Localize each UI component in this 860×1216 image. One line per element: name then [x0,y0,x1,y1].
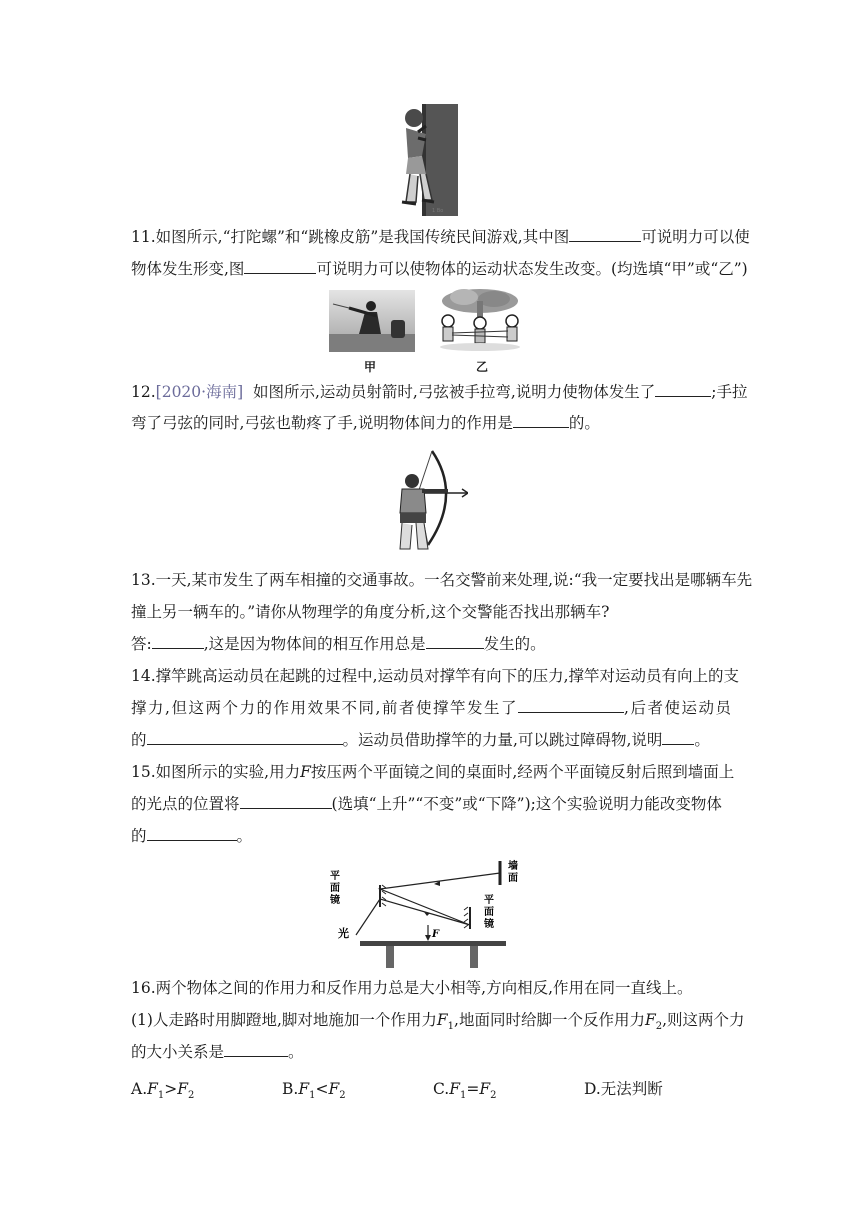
q11-text-1b: 可说明力可以使 [641,228,750,246]
option-c-f2: F [479,1080,491,1098]
q15-text-3b: 。 [236,827,253,845]
q16-line-1 [131,977,731,999]
q12-text-1a: 如图所示,运动员射箭时,弓弦被手拉弯,说明力使物体发生了 [252,383,656,401]
option-c-prefix: C. [433,1080,450,1098]
q16-text-3b: 。 [288,1043,304,1061]
q12-line-1 [131,381,748,403]
q16-option-a [131,1078,194,1107]
q14-text-3c: 。 [694,731,710,749]
q15-text-2b: (选填“上升”“不变”或“下降”);这个实验说明力能改变物体 [331,795,722,813]
q11-text-1a: 11.如图所示,“打陀螺”和“跳橡皮筋”是我国传统民间游戏,其中图 [131,228,570,246]
figure-archer [396,445,468,551]
option-c-f1: F [449,1080,460,1098]
option-b-prefix: B. [282,1080,299,1098]
q12-blank-2 [513,412,569,428]
q16-text-1: 16.两个物体之间的作用力和反作用力总是大小相等,方向相反,作用在同一直线上。 [131,979,693,997]
q12-text-2b: 的。 [568,414,600,432]
q12-blank-1 [655,381,711,397]
q16-f2-sub: 2 [655,1021,663,1033]
q13-line-2 [131,601,731,623]
option-d-text: D.无法判断 [584,1080,663,1098]
force-f-label: F [432,929,440,940]
q16-option-c [433,1078,497,1107]
option-a-sub1: 1 [157,1090,165,1102]
mirror-right-label-2: 面 [484,907,494,918]
option-a-f2: F [177,1080,189,1098]
q14-text-3a: 的 [131,731,147,749]
option-c-sub2: 2 [490,1090,497,1102]
q11-blank-1 [569,226,641,242]
q14-blank-1 [518,697,624,713]
q15-text-3a: 的 [131,827,147,845]
q14-text-2b: ,后者使运动员 [624,699,731,717]
q16-text-2b: ,地面同时给脚一个反作用力 [454,1011,645,1029]
option-b-sub1: 1 [309,1090,316,1102]
svg-text:1 Bo: 1 Bo [432,208,444,214]
q16-text-2a: (1)人走路时用脚蹬地,脚对地施加一个作用力 [131,1011,437,1029]
mirror-left-label-2: 面 [330,883,340,894]
q12-text-1b: ;手拉 [711,383,748,401]
figure-spinning-top [329,290,415,352]
q13-blank-2 [426,633,484,649]
mirror-left-label-3: 镜 [330,895,340,906]
q13-text-2: 撞上另一辆车的。”请你从物理学的角度分析,这个交警能否找出那辆车? [131,603,610,621]
q12-source: [2020·海南] [155,383,244,401]
q16-blank-1 [224,1041,288,1057]
option-c-op: = [466,1080,480,1098]
q13-text-1: 13.一天,某市发生了两车相撞的交通事故。一名交警前来处理,说:“我一定要找出是哪辆车先 [131,571,753,589]
q16-line-2 [131,1009,745,1038]
q15-text-1a: 15.如图所示的实验,用力 [131,763,301,781]
q16-f1-sub: 1 [447,1021,455,1033]
figure-label-yi: 乙 [476,360,489,374]
figure-jumping-rubber-band [434,287,526,353]
q15-line-2 [131,793,731,815]
q14-line-3 [131,729,731,751]
option-a-op: > [164,1080,178,1098]
q11-line-1 [131,226,750,248]
q16-line-3 [131,1041,731,1063]
q14-text-1: 14.撑竿跳高运动员在起跳的过程中,运动员对撑竿有向下的压力,撑竿对运动员有向上的支 [131,667,740,685]
q15-line-3 [131,825,731,847]
q15-line-1 [131,761,735,783]
mirror-right-label-3: 镜 [484,919,494,930]
q15-blank-2 [147,825,237,841]
q16-option-b [282,1078,346,1107]
q11-text-2b: 可说明力可以使物体的运动状态发生改变。(均选填“甲”或“乙”) [316,260,748,278]
q13-line-3 [131,633,731,655]
wall-label-1: 墙 [508,861,518,872]
q12-number: 12. [131,383,156,401]
q12-line-2 [131,412,731,434]
q16-option-d [584,1078,663,1100]
light-label: 光 [338,927,349,940]
q11-text-2a: 物体发生形变,图 [131,260,245,278]
q13-text-3c: 发生的。 [483,635,546,653]
figure-mirror-experiment [330,855,530,973]
option-a-sub2: 2 [188,1090,195,1102]
q15-blank-1 [240,793,332,809]
option-b-op: < [315,1080,329,1098]
option-a-prefix: A. [131,1080,148,1098]
option-b-f2: F [328,1080,340,1098]
option-a-f1: F [147,1080,158,1098]
q14-blank-2 [147,729,343,745]
q13-text-3b: ,这是因为物体间的相互作用总是 [203,635,426,653]
q16-f2-var: F [644,1011,656,1029]
q13-text-3a: 答: [131,635,152,653]
q16-f1-var: F [436,1011,448,1029]
q14-line-2 [131,697,731,719]
q15-text-1b: 按压两个平面镜之间的桌面时,经两个平面镜反射后照到墙面上 [310,763,735,781]
q13-line-1 [131,569,753,591]
q11-line-2 [131,258,748,280]
q11-blank-2 [244,258,316,274]
option-b-sub2: 2 [339,1090,346,1102]
wall-label-2: 面 [508,873,518,884]
q13-blank-1 [152,633,204,649]
q12-text-2a: 弯了弓弦的同时,弓弦也勒疼了手,说明物体间力的作用是 [131,414,513,432]
q16-text-3a: 的大小关系是 [131,1043,225,1061]
q16-text-2c: ,则这两个力 [662,1011,745,1029]
q15-force-var: F [300,763,311,781]
figure-person-pushing-wall [396,104,462,216]
option-b-f1: F [298,1080,310,1098]
q14-blank-3 [662,729,694,745]
mirror-left-label-1: 平 [330,871,340,882]
mirror-right-label-1: 平 [484,895,494,906]
q14-line-1 [131,665,740,687]
q14-text-2a: 撑力,但这两个力的作用效果不同,前者使撑竿发生了 [131,699,519,717]
figure-label-jia: 甲 [364,360,377,374]
option-c-sub1: 1 [460,1090,467,1102]
q14-text-3b: 。运动员借助撑竿的力量,可以跳过障碍物,说明 [342,731,663,749]
q15-text-2a: 的光点的位置将 [131,795,240,813]
